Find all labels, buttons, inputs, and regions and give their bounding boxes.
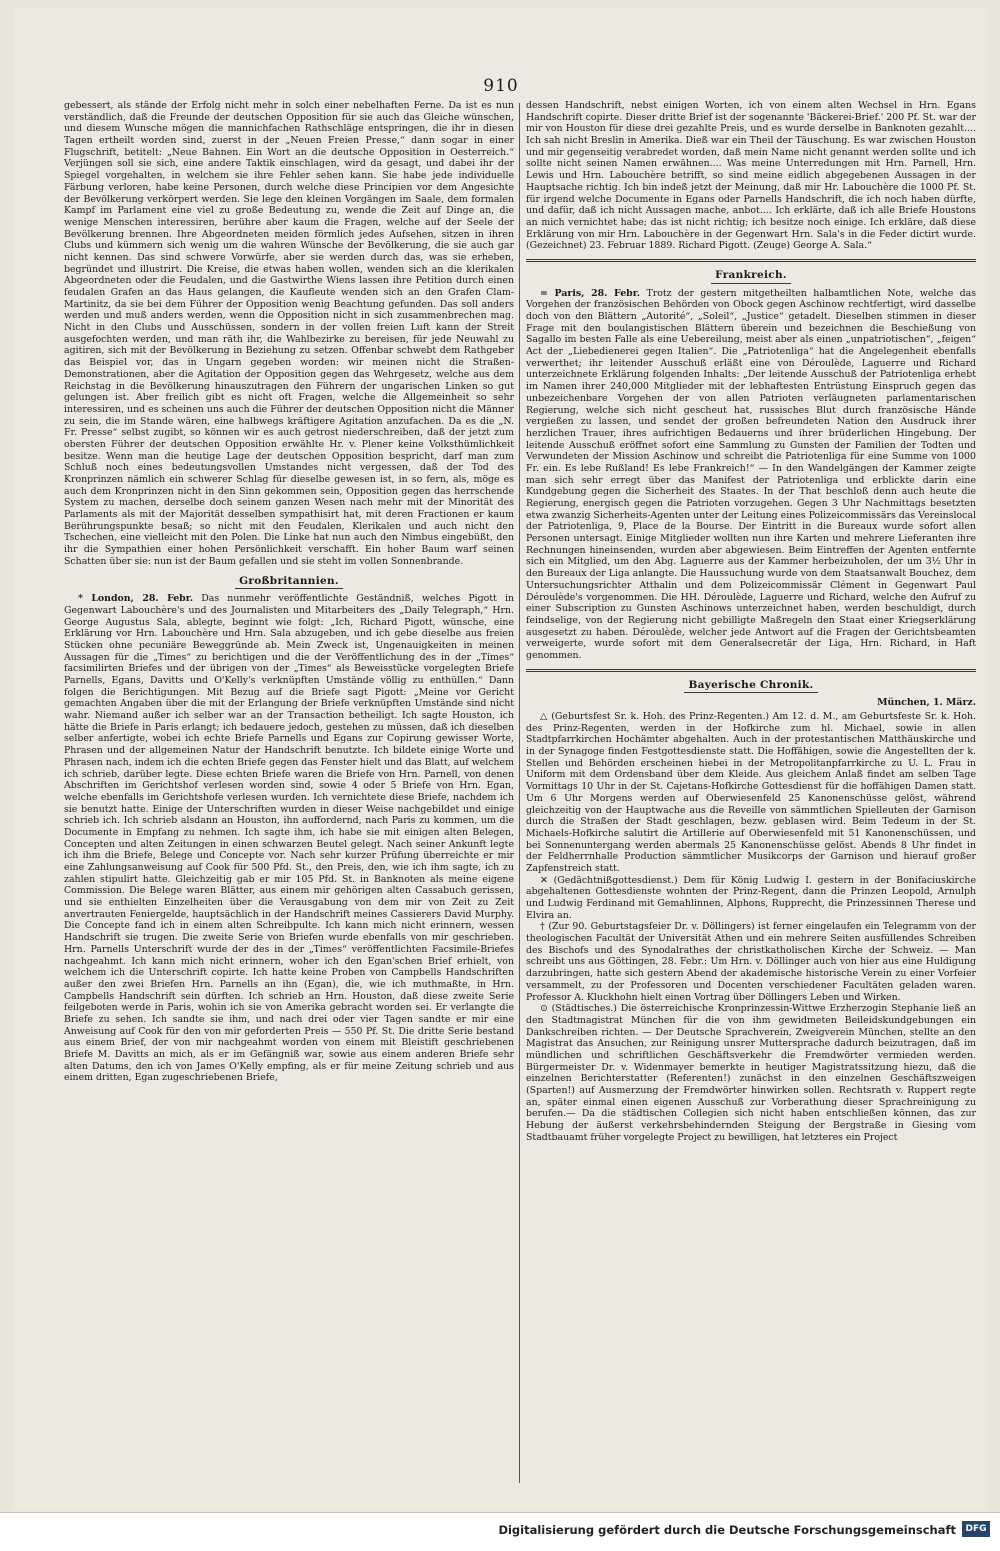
left-column [64, 100, 514, 1084]
footer-credit: Digitalisierung gefördert durch die Deutsche Forschungsgemeinschaft [498, 1523, 956, 1537]
pigott-statement-continued [526, 100, 976, 252]
newspaper-page [14, 8, 988, 1510]
footer-bar [0, 1512, 1000, 1551]
bavaria-articles [526, 711, 976, 1143]
section-rule [526, 259, 976, 262]
article-paragraph: ⊙ (Städtisches.) Die österreichische Kronprinzessin-Wittwe Erzherzogin Stephanie ließ an den Stadtmagistrat München für die von ihm gewidmeten Beileidskundgebungen ein Dankschreiben richten. — Der Deutsche Sprachverein, Zweigverein München, stellte an den Magistrat das Ansuchen, zur Reinigung unsrer Muttersprache dadurch beizutragen, daß im mündlichen und schriftlichen Geschäftsverkehr die Fremdwörter vermieden werden. Bürgermeister Dr. v. Widenmayer bemerkte in heutiger Magistratssitzung hiezu, daß die einzelnen Berichterstatter (Referenten!) zunächst in den einzelnen Geschäftszweigen (Sparten!) auf Ausmerzung der Fremdwörter hinwirken sollen. Rechtsrath v. Ruppert regte an, später einmal einen eigenen Ausschuß zur Vorberathung dieser Sprachreinigung zu berufen.— Da die städtischen Collegien sich nicht haben entschließen können, das zur Hebung der äußerst verkehrsbehindernden Steigung der Bergstraße in Giesing vom Stadtbauamt früher vorgelegte Project zu bewilligen, hat letzteres ein Project [526, 1003, 976, 1143]
column-divider [519, 103, 520, 1483]
dfg-logo: DFG [962, 1521, 990, 1537]
muenchen-dateline: München, 1. März. [877, 697, 976, 709]
london-article: * London, 28. Febr. Das nunmehr veröffentlichte Geständniß, welches Pigott in Gegenwart Labouchère's und des Journalisten und Mitarbeiters des „Daily Telegraph,“ Hrn. George Augustus Sala, ablegte, beginnt wie folgt: „Ich, Richard Pigott, wünsche, eine Erklärung vor Hrn. Labouchère und Hrn. Sala abzugeben, und ich gebe dieselbe aus freien Stücken ohne pecuniäre Beweggründe ab. Mein Zweck ist, Ungenauigkeiten in meinen Aussagen für die „Times“ zu berichtigen und die der Veröffentlichung des in der „Times“ facsimilirten Briefes und der übrigen von der „Times“ als Beweisstücke vorgelegten Briefe Parnells, Egans, Davitts und O'Kelly's verknüpften Umstände völlig zu enthüllen.“ Dann folgen die Berichtigungen. Mit Bezug auf die Briefe sagt Pigott: „Meine vor Gericht gemachten Angaben über die mit der Erlangung der Briefe verknüpften Umstände sind nicht wahr. Niemand außer ich selber war an der Transaction betheiligt. Ich sagte Houston, ich hätte die Briefe in Paris erlangt; ich bedauere jedoch, gestehen zu müssen, daß ich dieselben selber anfertigte, wobei ich echte Briefe Parnells und Egans zur Copirung gewisser Worte, Phrasen und der allgemeinen Natur der Handschrift benutzte. Ich bildete einige Worte und Phrasen nach, indem ich die echten Briefe gegen das Fenster hielt und das Blatt, auf welchem ich schrieb, darüber legte. Diese echten Briefe waren die Briefe von Hrn. Parnell, von denen Abschriften im Gerichtshof verlesen worden sind, sowie 4 oder 5 Briefe von Hrn. Egan, welche ebenfalls im Gerichtshofe verlesen wurden. Ich vernichtete diese Briefe, nachdem ich sie benutzt hatte. Einige der Unterschriften wurden in dieser Weise nachgebildet und einige schrieb ich. Ich schrieb alsdann an Houston, ihn auffordernd, nach Paris zu kommen, um die Documente in Empfang zu nehmen. Ich sagte ihm, ich habe sie mit einigen alten Belegen, Concepten und alten Zeitungen in einen schwarzen Beutel gelegt. Nach seiner Ankunft legte ich ihm die Briefe, Belege und Concepte vor. Nach sehr kurzer Prüfung überreichte er mir eine Zahlungsanweisung auf Cook für 500 Pfd. St., den Preis, den, wie ich ihm sagte, ich zu zahlen stipulirt hatte. Gleichzeitig gab er mir 105 Pfd. St. in Banknoten als meine eigene Commission. Die Belege waren Blätter, aus einem mir gehörigen alten Cassabuch gerissen, und sie enthielten Einzelheiten über die Verausgabung von dem mir von Zeit zu Zeit anvertrauten Feniergelde, hauptsächlich in der Handschrift meines Cassierers David Murphy. Die Concepte fand ich in einem alten Schreibpulte. Ich kann mich nicht erinnern, wessen Handschrift sie trugen. Die zweite Serie von Briefen wurde ebenfalls von mir geschrieben. Hrn. Parnells Unterschrift wurde der des in der „Times“ veröffentlichten Facsimile-Briefes nachgeahmt. Ich kann mich nicht erinnern, woher ich den Egan'schen Brief erhielt, von welchem ich die Unterschrift copirte. Ich hatte keine Proben von Campbells Handschriften außer den zwei Briefen Hrn. Parnells an ihn (Egan), die, wie ich muthmaßte, in Hrn. Campbells Handschrift sein dürften. Ich schrieb an Hrn. Houston, daß diese zweite Serie feilgeboten werde in Paris, wohin ich sie von Amerika gebracht worden sei. Er verlangte die Briefe zu sehen. Ich sandte sie ihm, und nach drei oder vier Tagen sandte er mir eine Anweisung auf Cook für den von mir geforderten Preis — 550 Pf. St. Die dritte Serie bestand aus einem Brief, der von mir nachgeahmt worden von einem mit Bleistift geschriebenen Briefe M. Davitts an mich, als er im Gefängniß war, sowie aus einem anderen Briefe sehr alten Datums, den ich von James O'Kelly empfing, als er für meine Zeitung schrieb und aus einem dritten, Egan zugeschriebenen Briefe, [64, 593, 514, 1084]
section-title-frankreich: Frankreich. [526, 270, 976, 284]
article-paragraph: gebessert, als stände der Erfolg nicht mehr in solch einer nebelhaften Ferne. Da ist es nun verständlich, daß die Freunde der deutschen Opposition für sie auch das Gleiche wünschen, und diesem Wunsche mögen die mannichfachen Rathschläge entspringen, die ihr in diesen Tagen ertheilt worden sind, zuerst in der „Neuen Freien Presse,“ dann sogar in einer Flugschrift, betitelt: „Neue Bahnen. Ein Wort an die deutsche Opposition in Oesterreich.“ Verjüngen soll sie sich, eine andere Taktik einschlagen, wird da gesagt, und dabei ihr der Spiegel vorgehalten, in welchem sie ihre Fehler sehen kann. Sie habe jede individuelle Färbung verloren, habe keine Personen, durch welche diese Principien vor dem Angesichte der Bevölkerung verkörpert werden. Sie lege den kleinen Vorgängen im Saale, dem formalen Kampf im Parlament eine viel zu große Bedeutung zu, wende die Zeit auf Dinge an, die wenige Menschen interessiren, berühre aber kaum die Fragen, welche auf der Seele der Bevölkerung brennen. Ihre Abgeordneten meiden förmlich jedes Aufsehen, sitzen in ihren Clubs und kümmern sich wenig um die wahren Wünsche der Bevölkerung, die sie auch gar nicht kennen. Das sind schwere Vorwürfe, aber sie werden durch das, was sie erheben, begründet und illustrirt. Die Kreise, die etwas haben wollen, wenden sich an die klerikalen Abgeordneten oder die Feudalen, und die Gastwirthe Wiens lassen ihre Petition durch einen feudalen Grafen an das Haus gelangen, die Kaufleute wenden sich an den Grafen Clam-Martinitz, da sie bei dem Führer der Opposition wenig Beachtung gefunden. Das soll anders werden und muß anders werden, wenn die Opposition nicht in sich zusammenbrechen mag. Nicht in den Clubs und Ausschüssen, sondern in der vollen freien Luft kann der Streit ausgefochten werden, und man räth ihr, die Wahlbezirke zu bereisen, für jede Neuwahl zu agitiren, sich mit der Bevölkerung in Beziehung zu setzen. Offenbar schwebt dem Rathgeber das Beispiel vor, das in Ungarn gegeben worden: wir meinen nicht die Straßen-Demonstrationen, aber die Agitation der Opposition gegen das Wehrgesetz, welche aus dem Reichstag in die Bevölkerung hinauszutragen den Führern der ungarischen Linken so gut gelungen ist. Aber freilich gibt es nicht oft Fragen, welche die Allgemeinheit so sehr interessiren, und es scheinen uns auch die Führer der deutschen Opposition nicht die Männer zu sein, die im Stande wären, eine halbwegs kräftigere Agitation anzufachen. Da es die „N. Fr. Presse“ selbst zugibt, so können wir es auch getrost niederschreiben, daß der jetzt zum obersten Führer der deutschen Opposition erwählte Hr. v. Plener keine Volksthümlichkeit besitze. Wenn man die heutige Lage der deutschen Opposition bespricht, darf man zum Schluß noch eines bedeutungsvollen Umstandes nicht vergessen, daß der Tod des Kronprinzen nämlich ein schwerer Schlag für dieselbe gewesen ist, in so fern, als, möge es auch dem Kronprinzen nicht in den Sinn gekommen sein, Opposition gegen das herrschende System zu machen, derselbe doch seinem ganzen Wesen nach mehr mit der Minorität des Parlaments als mit der Majorität desselben sympathisirt hat, mit deren Fractionen er kaum Berührungspunkte besaß; so nicht mit den Feudalen, Klerikalen und auch nicht den Tschechen, eine vielleicht mit den Polen. Die Linke hat nun auch den Nimbus eingebüßt, den ihr die Sympathien einer hohen Persönlichkeit verschafft. Ein hoher Baum warf seinen Schatten über sie: nun ist der Baum gefallen und sie steht im vollen Sonnenbrande. [64, 100, 514, 567]
article-paragraph: † (Zur 90. Geburtstagsfeier Dr. v. Döllingers) ist ferner eingelaufen ein Telegramm von der theologischen Facultät der Universität Athen und ein mehrere Seiten ausfüllendes Schreiben des Bischofs und des Synodalrathes der christkatholischen Kirche der Schweiz. — Man schreibt uns aus Göttingen, 28. Febr.: Um Hrn. v. Döllinger auch von hier aus eine Huldigung darzubringen, hatte sich gestern Abend der akademische historische Verein zu einer Vorfeier versammelt, zu der Professoren und Docenten verschiedener Facultäten geladen waren. Professor A. Kluckhohn hielt einen Vortrag über Döllingers Leben und Wirken. [526, 921, 976, 1003]
article-paragraph: △ (Geburtsfest Sr. k. Hoh. des Prinz-Regenten.) Am 12. d. M., am Geburtsfeste Sr. k. Hoh. des Prinz-Regenten, werden in der Hofkirche zum hl. Michael, sowie in allen Stadtpfarrkirchen Hochämter abgehalten. Auch in der protestantischen Matthäuskirche und in der Synagoge finden Festgottesdienste statt. Die Hoffähigen, sowie die Angestellten der k. Stellen und Behörden erscheinen hiebei in der Metropolitanpfarrkirche zu U. L. Frau in Uniform mit dem Ordensband über dem Kleide. Aus gleichem Anlaß findet am selben Tage Vormittags 10 Uhr in der St. Cajetans-Hofkirche Gottesdienst für die hoffähigen Damen statt. Um 6 Uhr Morgens werden auf Oberwiesenfeld 25 Kanonenschüsse gelöst, während gleichzeitig von der Hauptwache aus die Reveille von sämmtlichen Spielleuten der Garnison durch die Straßen der Stadt geschlagen, bezw. geblasen wird. Beim Tedeum in der St. Michaels-Hofkirche salutirt die Artillerie auf Oberwiesenfeld mit 51 Kanonenschüssen, und bei Sonnenuntergang werden abermals 25 Kanonenschüsse gelöst. Abends 8 Uhr findet in der Feldherrnhalle Production sämmtlicher Musikcorps der Garnison und hierauf großer Zapfenstreich statt. [526, 711, 976, 874]
paris-dateline: = Paris, 28. Febr. [540, 287, 641, 299]
section-title-bayerische-chronik: Bayerische Chronik. [526, 680, 976, 694]
london-dateline: * London, 28. Febr. [78, 593, 194, 605]
paris-article: = Paris, 28. Febr. Trotz der gestern mitgetheilten halbamtlichen Note, welche das Vorgehen der französischen Behörden von Obock gegen Aschinow rechtfertigt, wird dasselbe doch von den Blättern „Autorité“, „Soleil“, „Justice“ getadelt. Dieselben stimmen in dieser Frage mit den boulangistischen Blättern überein und bezeichnen die Beschießung von Sagallo im besten Falle als eine Uebereilung, meist aber als einen „unpatriotischen“, „feigen“ Act der „Liebedienerei gegen Italien“. Die „Patriotenliga“ hat die Angelegenheit ebenfalls verwerthet; ihr leitender Ausschuß erläßt eine von Déroulède, Laguerre und Richard unterzeichnete Erklärung folgenden Inhalts: „Der leitende Ausschuß der Patriotenliga erhebt im Namen ihrer 240,000 Mitglieder mit der lebhaftesten Entrüstung Einspruch gegen das unbezeichenbare Vorgehen der von allen Patrioten verläugneten parlamentarischen Regierung, welche sich nicht gescheut hat, russisches Blut durch französische Hände vergießen zu lassen, und sendet der großen befreundeten Nation den Ausdruck ihrer herzlichen Trauer, ihres aufrichtigen Bedauerns und ihrer brüderlichen Hingebung. Der leitende Ausschuß eröffnet sofort eine Sammlung zu Gunsten der Familien der Todten und Verwundeten der Mission Aschinow und schreibt die Patriotenliga für eine Summe von 1000 Fr. ein. Es lebe Rußland! Es lebe Frankreich!“ — In den Wandelgängen der Kammer zeigte man sich sehr erregt über das Manifest der Patriotenliga und erblickte darin eine Kundgebung gegen die Sicherheit des Staates. In der That beschloß denn auch heute die Regierung, energisch gegen die Patrioten vorzugehen. Gegen 3 Uhr Nachmittags besetzten etwa zwanzig Sicherheits-Agenten unter der Leitung eines Polizeicommissärs das Vereinslocal der Patriotenliga, 9, Place de la Bourse. Der Eintritt in die Bureaux wurde sofort allen Personen untersagt. Einige Mitglieder wollten nun ihre Karten und mehrere Lieferanten ihre Rechnungen hineinsenden, wurden aber abgewiesen. Beim Eintreffen der Agenten entfernte sich ein Mitglied, um den Abg. Laguerre aus der Kammer herbeizuholen, der um 3½ Uhr in den Bureaux der Liga anlangte. Die Haussuchung wurde von dem Staatsanwalt Bouchez, dem Untersuchungsrichter Atthalin und dem Polizeicommissär Clément in Gegenwart Paul Déroulède's vorgenommen. Die HH. Déroulède, Laguerre und Richard, welche den Aufruf zu einer Subscription zu Gunsten Aschinows unterzeichnet haben, werden beschuldigt, durch feindselige, von der Regierung nicht gebilligte Maßregeln den Staat einer Kriegserklärung ausgesetzt zu haben. Déroulède, welcher jede Antwort auf die Fragen der Gerichtsbeamten verweigerte, wurde sofort mit dem Generalsecretär der Liga, Hrn. Richard, in Haft genommen. [526, 287, 977, 661]
right-column [526, 100, 976, 1143]
article-paragraph: ✕ (Gedächtnißgottesdienst.) Dem für König Ludwig I. gestern in der Bonifaciuskirche abgehaltenen Gottesdienste wohnten der Prinz-Regent, dann die Prinzen Leopold, Arnulph und Ludwig Ferdinand mit Gemahlinnen, Alphons, Rupprecht, die Prinzessinnen Therese und Elvira an. [526, 874, 976, 921]
page-number: 910 [483, 76, 519, 96]
article-paragraph: dessen Handschrift, nebst einigen Worten, ich von einem alten Wechsel in Hrn. Egans Handschrift copirte. Dieser dritte Brief ist der sogenannte 'Bäckerei-Brief.' 200 Pf. St. war der mir von Houston für diese drei gezahlte Preis, und es wurde derselbe in Banknoten gezahlt.... Ich sah nicht Breslin in Amerika. Dieß war ein Theil der Täuschung. Es war zwischen Houston und mir gegenseitig verabredet worden, daß mein Name nicht genannt werden sollte und ich sollte nicht seinen Namen erwähnen.... Was meine Unterredungen mit Hrn. Parnell, Hrn. Lewis und Hrn. Labouchère betrifft, so sind meine eidlich abgegebenen Aussagen in der Hauptsache richtig. Ich bin indeß jetzt der Meinung, daß mir Hr. Labouchère die 1000 Pf. St. für irgend welche Documente in Egans oder Parnells Handschrift, die ich noch haben dürfte, und dafür, daß ich nicht Aussagen mache, anbot.... Ich erklärte, daß ich alle Briefe Houstons an mich vernichtet habe; das ist nicht richtig; ich besitze noch einige. Ich erkläre, daß diese Erklärung von mir Hrn. Labouchère in der Gegenwart Hrn. Sala's in die Feder dictirt wurde. (Gezeichnet) 23. Februar 1889. Richard Pigott. (Zeuge) George A. Sala.“ [526, 100, 976, 252]
section-title-grossbritannien: Großbritannien. [64, 576, 514, 590]
section-rule [526, 669, 976, 672]
left-column-body [64, 100, 514, 568]
